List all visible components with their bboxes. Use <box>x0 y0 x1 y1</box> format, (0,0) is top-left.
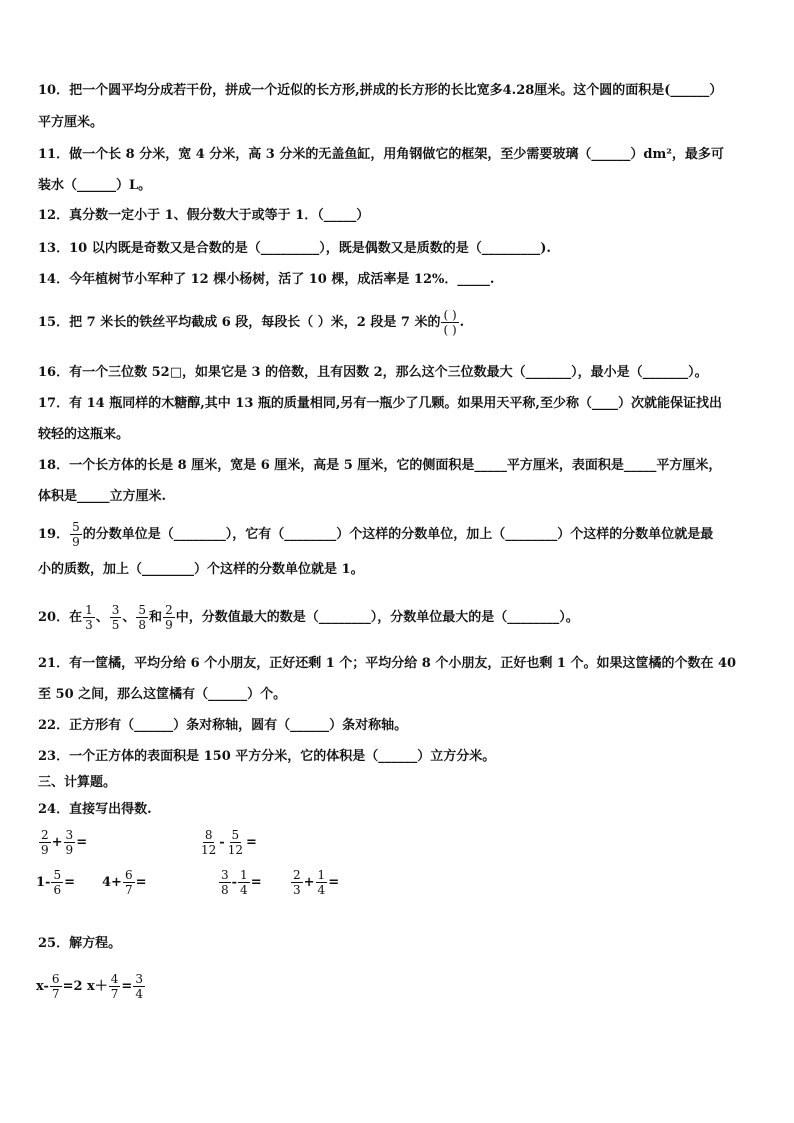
fraction-numerator: 5 <box>138 603 147 617</box>
equation-part: x- <box>36 979 49 994</box>
expression-5 <box>218 868 262 897</box>
fraction <box>109 972 121 1001</box>
fraction <box>291 868 303 897</box>
operand: 1- <box>36 875 51 890</box>
separator: 和 <box>149 610 163 625</box>
question-10-line-1: 10．把一个圆平均分成若干份，拼成一个近似的长方形,拼成的长方形的长比宽多4.28厘米。这个圆的面积是(______） <box>38 83 723 98</box>
fraction-denominator: 9 <box>41 843 49 857</box>
expression-6 <box>290 868 339 897</box>
fraction-denominator: ( ) <box>443 323 457 337</box>
fraction-numerator: 5 <box>53 868 62 882</box>
expression-3 <box>36 868 75 897</box>
question-16: 16．有一个三位数 52□，如果它是 3 的倍数，且有因数 2，那么这个三位数最大（_______），最小是（_______）。 <box>38 365 708 380</box>
fraction-denominator: 8 <box>221 883 229 897</box>
equals: = <box>245 835 257 850</box>
fraction-denominator: 5 <box>111 618 120 632</box>
question-12: 12．真分数一定小于 1、假分数大于或等于 1．（_____） <box>38 208 370 223</box>
fraction-denominator: 8 <box>138 618 147 632</box>
operator: - <box>231 875 238 890</box>
question-15-fraction <box>441 308 458 337</box>
question-20-prefix: 20．在 <box>38 610 83 625</box>
fraction-numerator: 6 <box>124 868 133 882</box>
equals: = <box>328 875 340 890</box>
fraction-numerator: 1 <box>85 603 93 617</box>
question-20 <box>38 603 579 632</box>
fraction-numerator: 2 <box>41 828 49 842</box>
equation <box>36 972 146 1001</box>
question-17-line-1: 17．有 14 瓶同样的木糖醇,其中 13 瓶的质量相同,另有一瓶少了几颗。如果用天平称,至少称（____）次就能保证找出 <box>38 396 722 411</box>
equals: = <box>64 875 75 890</box>
question-19-fraction <box>70 520 82 549</box>
question-15 <box>38 308 464 337</box>
fraction-denominator: 4 <box>317 883 326 897</box>
question-25-title: 25．解方程。 <box>38 936 122 951</box>
question-18-line-2: 体积是_____立方厘米. <box>38 489 167 504</box>
fraction-2-9 <box>163 603 175 632</box>
fraction-numerator: 3 <box>221 868 229 882</box>
operator: - <box>219 835 225 850</box>
equals: = <box>250 875 262 890</box>
equals: = <box>76 835 88 850</box>
expression-1 <box>38 828 87 857</box>
fraction-numerator: 5 <box>231 828 240 842</box>
question-22: 22．正方形有（______）条对称轴，圆有（______）条对称轴。 <box>38 718 408 733</box>
fraction-5-8 <box>136 603 148 632</box>
fraction <box>123 868 135 897</box>
operand: 4+ <box>102 875 122 890</box>
fraction-denominator: 7 <box>51 987 60 1001</box>
fraction-numerator: 3 <box>111 603 120 617</box>
separator: 、 <box>95 610 109 625</box>
fraction-denominator: 7 <box>124 883 133 897</box>
fraction-numerator: 3 <box>65 828 74 842</box>
question-11-line-1: 11．做一个长 8 分米，宽 4 分米，高 3 分米的无盖鱼缸，用角钢做它的框架，至少需要玻璃（______）dm²，最多可 <box>38 147 724 162</box>
separator: 、 <box>122 610 136 625</box>
question-13: 13．10 以内既是奇数又是合数的是（_________），既是偶数又是质数的是（_________). <box>38 241 551 256</box>
fraction-denominator: 4 <box>240 883 248 897</box>
fraction-denominator: 12 <box>227 843 243 857</box>
question-11-line-2: 装水（______）L。 <box>38 178 152 193</box>
fraction-denominator: 3 <box>85 618 93 632</box>
question-24-title: 24．直接写出得数. <box>38 802 152 817</box>
fraction-denominator: 3 <box>293 883 301 897</box>
question-19-prefix: 19． <box>38 527 70 542</box>
fraction <box>238 868 250 897</box>
equals: = <box>121 979 133 994</box>
fraction-numerator: 1 <box>317 868 326 882</box>
fraction-denominator: 9 <box>72 535 80 549</box>
question-10-line-2: 平方厘米。 <box>38 115 104 130</box>
expression-2 <box>198 828 257 857</box>
fraction-1-3 <box>83 603 95 632</box>
fraction-numerator: 8 <box>204 828 213 842</box>
question-17-line-2: 较轻的这瓶来。 <box>38 427 130 442</box>
fraction <box>50 972 62 1001</box>
fraction-numerator: 2 <box>293 868 301 882</box>
fraction-denominator: 7 <box>110 987 119 1001</box>
fraction <box>199 828 218 857</box>
fraction-denominator: 4 <box>135 987 143 1001</box>
fraction-numerator: 2 <box>165 603 173 617</box>
question-15-end: . <box>459 315 465 330</box>
fraction-numerator: 4 <box>110 972 119 986</box>
fraction <box>64 828 76 857</box>
equation-part: =2 x＋ <box>62 979 108 994</box>
question-18-line-1: 18．一个长方体的长是 8 厘米，宽是 6 厘米，高是 5 厘米，它的侧面积是_____平方厘米，表面积是_____平方厘米， <box>38 458 722 473</box>
fraction <box>226 828 245 857</box>
expression-4 <box>102 868 147 897</box>
fraction-denominator: 6 <box>53 883 62 897</box>
operator: + <box>303 875 315 890</box>
fraction-numerator: 5 <box>72 520 80 534</box>
fraction <box>39 828 51 857</box>
question-14: 14．今年植树节小军种了 12 棵小杨树，活了 10 棵，成活率是 12%．_____. <box>38 272 495 287</box>
question-20-rest: 中，分数值最大的数是（________），分数单位最大的是（________）。 <box>175 610 579 625</box>
section-3-title: 三、计算题。 <box>38 775 117 790</box>
question-19-line-1 <box>38 520 713 549</box>
fraction-denominator: 9 <box>65 843 74 857</box>
fraction <box>316 868 328 897</box>
fraction <box>219 868 231 897</box>
fraction-denominator: 9 <box>165 618 173 632</box>
fraction-numerator: 3 <box>135 972 143 986</box>
question-21-line-2: 至 50 之间，那么这筐橘有（______）个。 <box>38 687 287 702</box>
fraction-numerator: 1 <box>240 868 248 882</box>
fraction <box>133 972 145 1001</box>
question-19-line-2: 小的质数，加上（________）个这样的分数单位就是 1。 <box>38 562 364 577</box>
operator: + <box>51 835 63 850</box>
question-15-text: 15．把 7 米长的铁丝平均截成 6 段，每段长（ ）米，2 段是 7 米的 <box>38 315 441 330</box>
fraction-numerator: ( ) <box>443 308 457 322</box>
fraction-numerator: 6 <box>51 972 60 986</box>
fraction-denominator: 12 <box>201 843 217 857</box>
question-19-rest: 的分数单位是（________），它有（________）个这样的分数单位，加上（________）个这样的分数单位就是最 <box>82 527 714 542</box>
fraction-3-5 <box>110 603 122 632</box>
question-21-line-1: 21．有一筐橘，平均分给 6 个小朋友，正好还剩 1 个；平均分给 8 个小朋友，正好也剩 1 个。如果这筐橘的个数在 40 <box>38 656 737 671</box>
equals: = <box>135 875 147 890</box>
question-23: 23．一个正方体的表面积是 150 平方分米，它的体积是（______）立方分米。 <box>38 749 496 764</box>
fraction <box>51 868 63 897</box>
